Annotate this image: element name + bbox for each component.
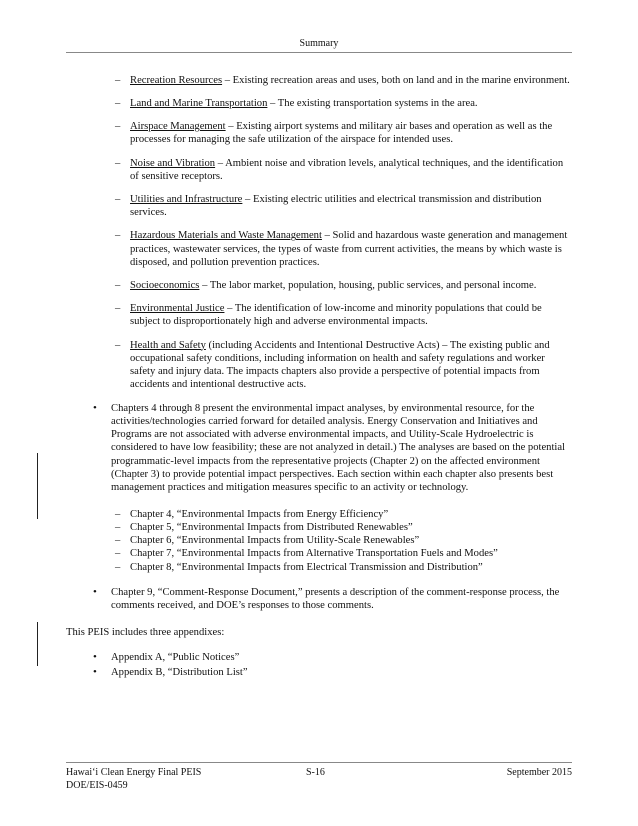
appendix-list [66, 651, 572, 680]
page-number: S-16 [306, 767, 325, 778]
resource-term: Noise and Vibration [130, 157, 216, 169]
list-item [66, 651, 572, 664]
appendix-item: Appendix A, “Public Notices” [111, 651, 240, 663]
list-item: – Chapter 7, “Environmental Impacts from Alternative Transportation Fuels and Modes” [115, 548, 498, 560]
bullet-icon: • [93, 650, 97, 663]
chapter-item: Chapter 6, “Environmental Impacts from Utility-Scale Renewables” [130, 535, 420, 547]
list-item: – Land and Marine Transportation – The existing transportation systems in the area. [115, 98, 478, 110]
list-item: – Chapter 4, “Environmental Impacts from Energy Efficiency” [115, 508, 389, 520]
resource-term: Utilities and Infrastructure [130, 193, 243, 205]
footer-rule [66, 762, 572, 763]
bullet-icon: • [93, 401, 97, 414]
chapter9-bullet-text: Chapter 9, “Comment-Response Document,” presents a description of the comment-response process, the comments received, and DOE’s responses to those comments. [111, 587, 560, 612]
resource-desc: – Existing electric utilities and electrical transmission and distribution services. [130, 193, 542, 219]
header-rule [66, 52, 572, 53]
change-bar [37, 622, 38, 666]
chapter9-bullet [66, 586, 572, 613]
resource-list [66, 74, 572, 392]
resource-term: Recreation Resources [130, 75, 223, 86]
resource-desc: – Ambient noise and vibration levels, analytical techniques, and the identification of sensitive receptors. [130, 157, 564, 182]
resource-term: Environmental Justice [130, 303, 225, 315]
list-item: – Environmental Justice – The identification of low-income and minority populations that could be subject to disproportionately high and adverse environmental impacts. [115, 303, 542, 328]
list-item: – Hazardous Materials and Waste Management – Solid and hazardous waste generation and management practices, wastewater services, the types of waste from current activities, the means by which waste is disposed, and pollution prevention practices. [115, 230, 568, 268]
list-item: – Chapter 5, “Environmental Impacts from Distributed Renewables” [115, 521, 413, 533]
list-item: – Recreation Resources – Existing recreation areas and uses, both on land and in the marine environment. [115, 75, 570, 86]
bullet-icon: • [93, 586, 97, 599]
footer-doc-title: Hawai‘i Clean Energy Final PEIS [66, 767, 202, 778]
resource-desc: – Existing airport systems and military air bases and operation as well as the processes for managing the safe utilization of the airspace for intended uses. [130, 121, 553, 146]
chapter-item: Chapter 5, “Environmental Impacts from Distributed Renewables” [130, 521, 413, 533]
list-item: – Chapter 8, “Environmental Impacts from Electrical Transmission and Distribution” [115, 561, 483, 573]
resource-term: Hazardous Materials and Waste Management [130, 230, 322, 242]
resource-desc: – Existing recreation areas and uses, both on land and in the marine environment. [222, 75, 570, 86]
footer-doc-id: DOE/EIS-0459 [66, 780, 128, 791]
resource-term: Airspace Management [130, 121, 226, 133]
list-item: – Socioeconomics – The labor market, population, housing, public services, and personal income. [115, 280, 537, 292]
footer-date: September 2015 [506, 767, 572, 778]
page-header: Summary [299, 38, 339, 49]
chapter-item: Chapter 7, “Environmental Impacts from Alternative Transportation Fuels and Modes” [130, 548, 498, 560]
list-item: – Health and Safety (including Accidents and Intentional Destructive Acts) – The existing public and occupational safety conditions, including information on health and safety regulations and worker safety and injury data. The impacts chapters also provide a perspective of potential impacts from accidents and intentional destructive acts. [115, 339, 550, 391]
list-item: – Chapter 6, “Environmental Impacts from Utility-Scale Renewables” [115, 535, 420, 547]
resource-desc: – The identification of low-income and minority populations that could be subject to disproportionately high and adverse environmental impacts. [130, 303, 542, 328]
resource-term: Health and Safety [130, 339, 206, 351]
list-item [66, 666, 572, 679]
resource-desc: – The existing transportation systems in the area. [267, 98, 478, 110]
resource-term: Socioeconomics [130, 280, 200, 292]
chapters-bullet [66, 402, 572, 495]
chapters-bullet-text: Chapters 4 through 8 present the environmental impact analyses, by environmental resource, for the activities/technologies carried forward for detailed analysis. Energy Conservation and Initiatives and Programs are not associated with adverse environmental impacts, and Utility-Scale Hydroelectric is considered to have low feasibility; these are not analyzed in detail.) The analyses are based on the potential programmatic-level impacts from the representative projects (Chapter 2) on the affected environment (Chapter 3) to provide potential impact perspectives. Each section within each chapter also presents best management practices and mitigation measures specific to an activity or technology. [111, 402, 565, 494]
bullet-icon: • [93, 666, 97, 679]
chapter-item: Chapter 4, “Environmental Impacts from Energy Efficiency” [130, 508, 389, 520]
list-item: – Airspace Management – Existing airport systems and military air bases and operation as well as the processes for managing the safe utilization of the airspace for intended uses. [115, 121, 553, 146]
list-item: – Noise and Vibration – Ambient noise and vibration levels, analytical techniques, and the identification of sensitive receptors. [115, 157, 564, 182]
chapter-item: Chapter 8, “Environmental Impacts from Electrical Transmission and Distribution” [130, 561, 483, 573]
appendix-intro: This PEIS includes three appendixes: [66, 626, 225, 638]
resource-desc: – Solid and hazardous waste generation and management practices, wastewater services, the types of waste from current activities, the means by which waste is disposed, and pollution prevention practices. [130, 230, 568, 268]
appendix-item: Appendix B, “Distribution List” [111, 667, 248, 679]
resource-desc: – The labor market, population, housing, public services, and personal income. [199, 280, 537, 292]
chapter-list [66, 508, 572, 574]
resource-term: Land and Marine Transportation [130, 98, 268, 110]
list-item: – Utilities and Infrastructure – Existing electric utilities and electrical transmission and distribution services. [115, 193, 542, 219]
page-body [66, 74, 572, 682]
resource-desc: (including Accidents and Intentional Destructive Acts) – The existing public and occupational safety conditions, including information on health and safety regulations and worker safety and injury data. The impacts chapters also provide a perspective of potential impacts from accidents and intentional destructive acts. [130, 339, 550, 391]
change-bar [37, 453, 38, 519]
